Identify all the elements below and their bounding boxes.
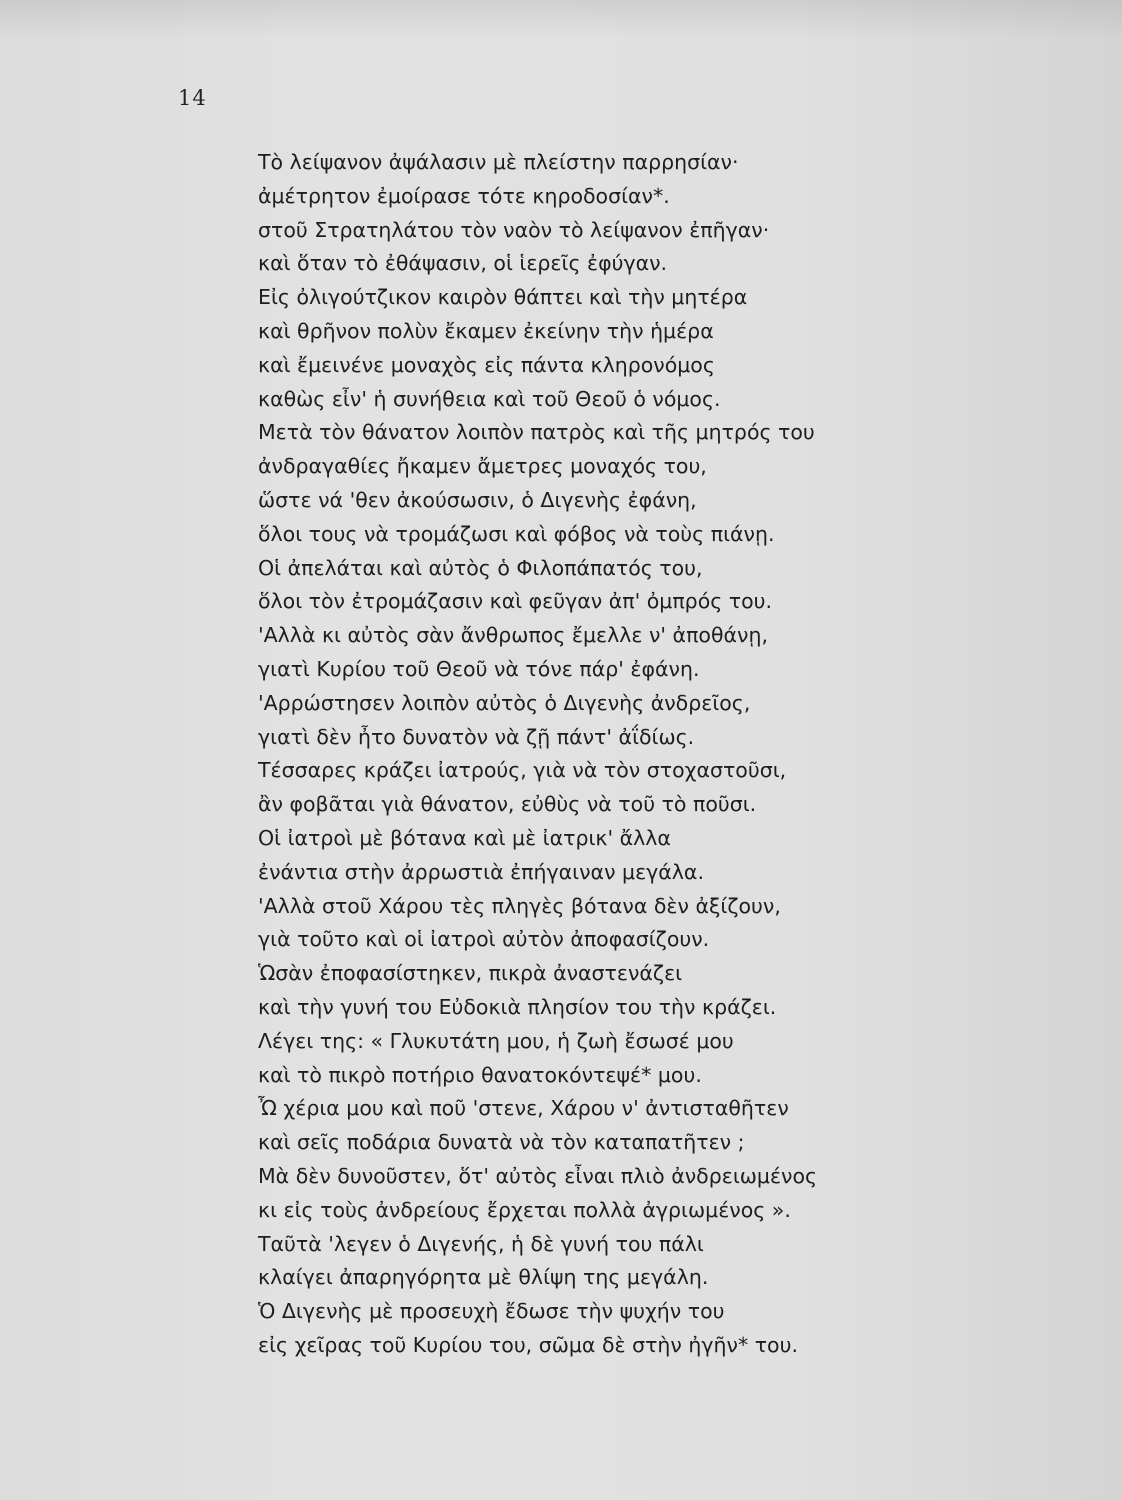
poem-line: 'Αρρώστησεν λοιπὸν αὐτὸς ὁ Διγενὴς ἀνδρεῖος,	[258, 690, 751, 715]
poem-line: Τέσσαρες κράζει ἰατρούς, γιὰ νὰ τὸν στοχαστοῦσι,	[258, 758, 787, 783]
page-top-shadow	[0, 0, 1122, 40]
poem-line: Λέγει της: « Γλυκυτάτη μου, ἡ ζωὴ ἔσωσέ μου	[258, 1028, 734, 1053]
poem-line: Οἱ ἰατροὶ μὲ βότανα καὶ μὲ ἰατρικ' ἄλλα	[258, 825, 671, 850]
poem-line: Μὰ δὲν δυνοῦστεν, ὅτ' αὐτὸς εἶναι πλιὸ ἀνδρειωμένος	[258, 1163, 818, 1188]
poem-line: καὶ σεῖς ποδάρια δυνατὰ νὰ τὸν καταπατῆτεν ;	[258, 1130, 745, 1155]
poem-line: ὅλοι τους νὰ τρομάζωσι καὶ φόβος νὰ τοὺς πιάνῃ.	[258, 521, 775, 546]
poem-line: ἀμέτρητον ἐμοίρασε τότε κηροδοσίαν*.	[258, 183, 670, 208]
poem-line: καὶ ἔμεινένε μοναχὸς εἰς πάντα κληρονόμος	[258, 352, 715, 377]
poem-line: Ὡσὰν ἐποφασίστηκεν, πικρὰ ἀναστενάζει	[258, 961, 683, 986]
poem-line: καὶ τὸ πικρὸ ποτήριο θανατοκόντεψέ* μου.	[258, 1062, 702, 1087]
poem-line: Μετὰ τὸν θάνατον λοιπὸν πατρὸς καὶ τῆς μητρός του	[258, 420, 815, 445]
poem-line: Ταῦτὰ 'λεγεν ὁ Διγενής, ἡ δὲ γυνή του πάλι	[258, 1231, 704, 1256]
poem-line: γιατὶ δὲν ἦτο δυνατὸν νὰ ζῇ πάντ' ἀΐδίως.	[258, 724, 695, 749]
poem-line: καὶ ὅταν τὸ ἐθάψασιν, οἱ ἱερεῖς ἐφύγαν.	[258, 251, 668, 276]
page-number: 14	[178, 86, 207, 110]
poem-line: εἰς χεῖρας τοῦ Κυρίου του, σῶμα δὲ στὴν ἠγῆν* του.	[258, 1332, 798, 1357]
poem-line: κλαίγει ἀπαρηγόρητα μὲ θλίψη της μεγάλη.	[258, 1265, 709, 1290]
poem-line: 'Αλλὰ κι αὐτὸς σὰν ἄνθρωπος ἔμελλε ν' ἀποθάνῃ,	[258, 623, 768, 648]
poem-line: Τὸ λείψανον ἀψάλασιν μὲ πλείστην παρρησίαν·	[258, 150, 739, 174]
poem-line: Ὦ χέρια μου καὶ ποῦ 'στενε, Χάρου ν' ἀντισταθῆτεν	[258, 1096, 789, 1121]
poem-body	[258, 146, 1018, 1363]
poem-line: καθὼς εἶν' ἡ συνήθεια καὶ τοῦ Θεοῦ ὁ νόμος.	[258, 386, 721, 411]
poem-line: κι εἰς τοὺς ἀνδρείους ἔρχεται πολλὰ ἀγριωμένος ».	[258, 1197, 791, 1222]
poem-line: γιὰ τοῦτο καὶ οἱ ἰατροὶ αὐτὸν ἀποφασίζουν.	[258, 927, 710, 952]
poem-line: ὥστε νά 'θεν ἀκούσωσιν, ὁ Διγενὴς ἐφάνη,	[258, 487, 697, 512]
poem-line: 'Αλλὰ στοῦ Χάρου τὲς πληγὲς βότανα δὲν ἀξίζουν,	[258, 893, 781, 918]
poem-line: ἐνάντια στὴν ἀρρωστιὰ ἐπήγαιναν μεγάλα.	[258, 859, 704, 884]
poem-line: Εἰς ὀλιγούτζικον καιρὸν θάπτει καὶ τὴν μητέρα	[258, 285, 748, 310]
poem-line: ὅλοι τὸν ἐτρομάζασιν καὶ φεῦγαν ἀπ' ὀμπρός του.	[258, 589, 773, 614]
poem-line: γιατὶ Κυρίου τοῦ Θεοῦ νὰ τόνε πάρ' ἐφάνη.	[258, 656, 700, 681]
poem-line: στοῦ Στρατηλάτου τὸν ναὸν τὸ λείψανον ἐπῆγαν·	[258, 217, 770, 242]
poem-line: Ὁ Διγενὴς μὲ προσευχὴ ἔδωσε τὴν ψυχήν του	[258, 1299, 725, 1324]
poem-line: Οἱ ἀπελάται καὶ αὐτὸς ὁ Φιλοπάπατός του,	[258, 555, 703, 580]
poem-line: ἀνδραγαθίες ἤκαμεν ἄμετρες μοναχός του,	[258, 454, 707, 479]
poem-line: καὶ τὴν γυνή του Εὐδοκιὰ πλησίον του τὴν κράζει.	[258, 994, 777, 1019]
poem-line: καὶ θρῆνον πολὺν ἔκαμεν ἐκείνην τὴν ἡμέρα	[258, 318, 714, 343]
poem-line: ἂν φοβᾶται γιὰ θάνατον, εὐθὺς νὰ τοῦ τὸ ποῦσι.	[258, 792, 757, 817]
